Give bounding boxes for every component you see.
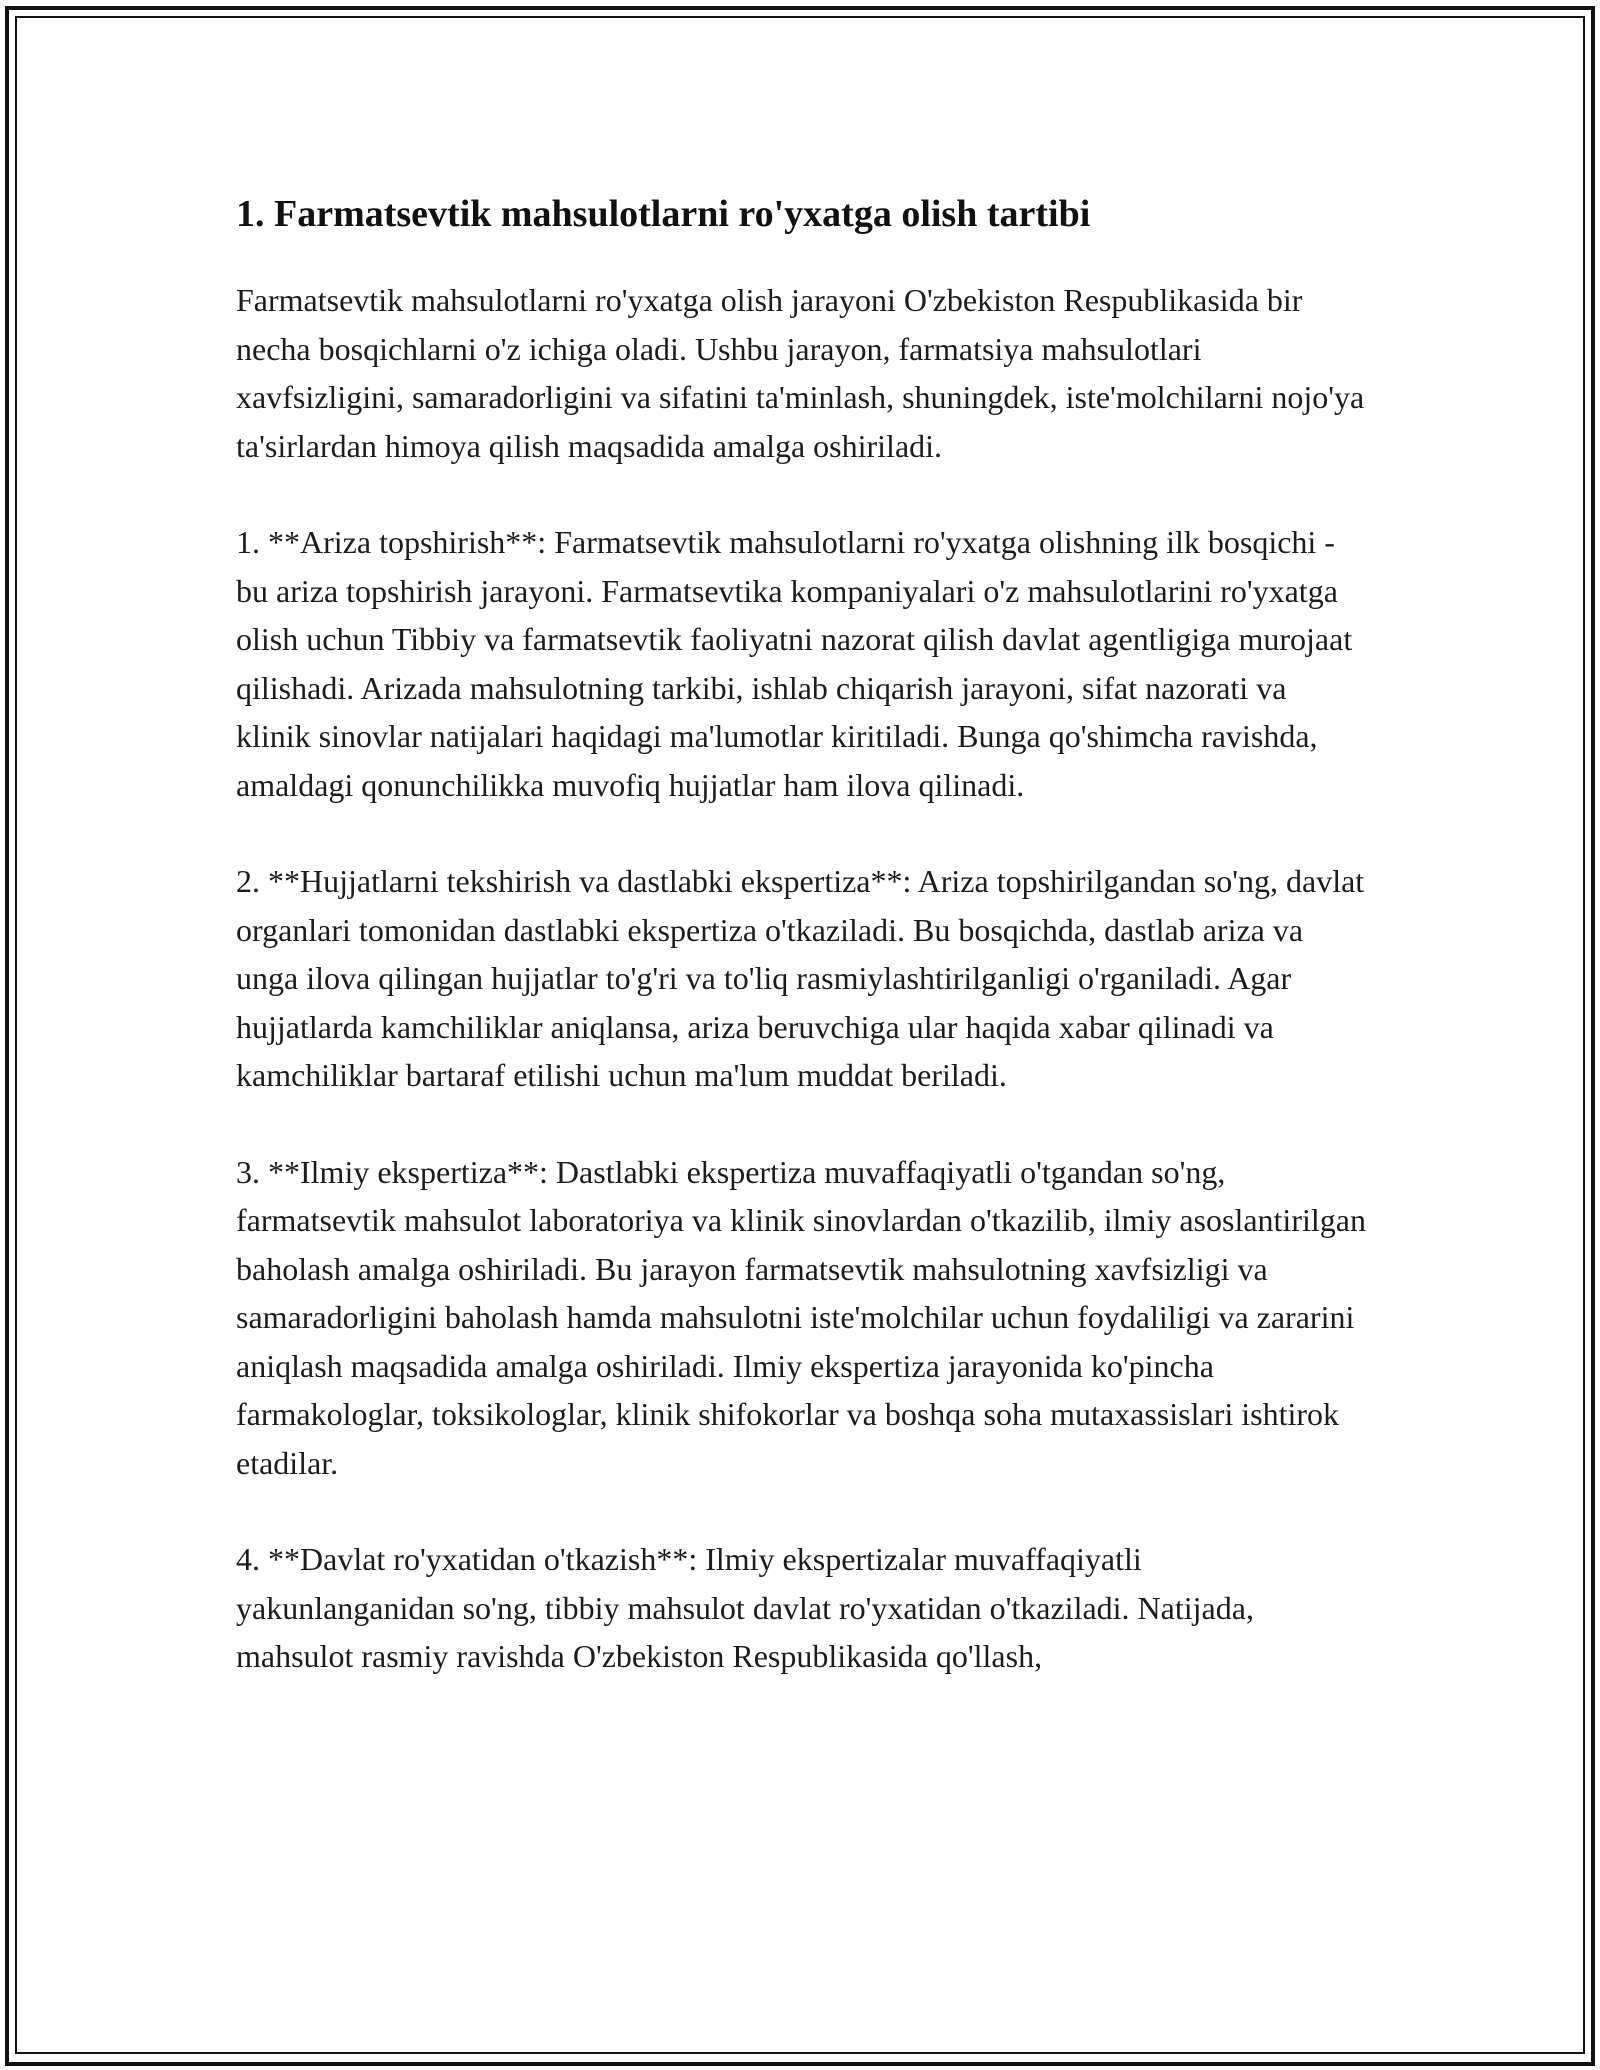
step-2-paragraph: 2. **Hujjatlarni tekshirish va dastlabki ekspertiza**: Ariza topshirilgandan so'ng, davlat organlari tomonidan dastlabki ekspertiza o'tkaziladi. Bu bosqichda, dastlab ariza va unga ilova qilingan hujjatlar to'g'ri va to'liq rasmiylashtirilganligi o'rganiladi. Agar hujjatlarda kamchiliklar aniqlansa, ariza beruvchiga ular haqida xabar qilinadi va kamchiliklar bartaraf etilishi uchun ma'lum muddat beriladi. [236, 863, 1365, 1093]
step-3-paragraph: 3. **Ilmiy ekspertiza**: Dastlabki ekspertiza muvaffaqiyatli o'tgandan so'ng, farmatsevtik mahsulot laboratoriya va klinik sinovlardan o'tkazilib, ilmiy asoslantirilgan baholash amalga oshiriladi. Bu jarayon farmatsevtik mahsulotning xavfsizligi va samaradorligini baholash hamda mahsulotni iste'molchilar uchun foydaliligi va zararini aniqlash maqsadida amalga oshiriladi. Ilmiy ekspertiza jarayonida ko'pincha farmakologlar, toksikologlar, klinik shifokorlar va boshqa soha mutaxassislari ishtirok etadilar. [236, 1153, 1366, 1481]
document-body [236, 188, 1366, 1729]
intro-paragraph: Farmatsevtik mahsulotlarni ro'yxatga olish jarayoni O'zbekiston Respublikasida bir necha bosqichlarni o'z ichiga oladi. Ushbu jarayon, farmatsiya mahsulotlari xavfsizligini, samaradorligini va sifatini ta'minlash, shuningdek, iste'molchilarni nojo'ya ta'sirlardan himoya qilish maqsadida amalga oshiriladi. [236, 282, 1365, 464]
step-1-paragraph: 1. **Ariza topshirish**: Farmatsevtik mahsulotlarni ro'yxatga olishning ilk bosqichi - bu ariza topshirish jarayoni. Farmatsevtika kompaniyalari o'z mahsulotlarini ro'yxatga olish uchun Tibbiy va farmatsevtik faoliyatni nazorat qilish davlat agentligiga murojaat qilishadi. Arizada mahsulotning tarkibi, ishlab chiqarish jarayoni, sifat nazorati va klinik sinovlar natijalari haqidagi ma'lumotlar kiritiladi. Bunga qo'shimcha ravishda, amaldagi qonunchilikka muvofiq hujjatlar ham ilova qilinadi. [236, 524, 1353, 803]
step-4-paragraph: 4. **Davlat ro'yxatidan o'tkazish**: Ilmiy ekspertizalar muvaffaqiyatli yakunlanganidan so'ng, tibbiy mahsulot davlat ro'yxatidan o'tkaziladi. Natijada, mahsulot rasmiy ravishda O'zbekiston Respublikasida qo'llash, [236, 1541, 1254, 1674]
section-heading: 1. Farmatsevtik mahsulotlarni ro'yxatga olish tartibi [236, 193, 1091, 235]
